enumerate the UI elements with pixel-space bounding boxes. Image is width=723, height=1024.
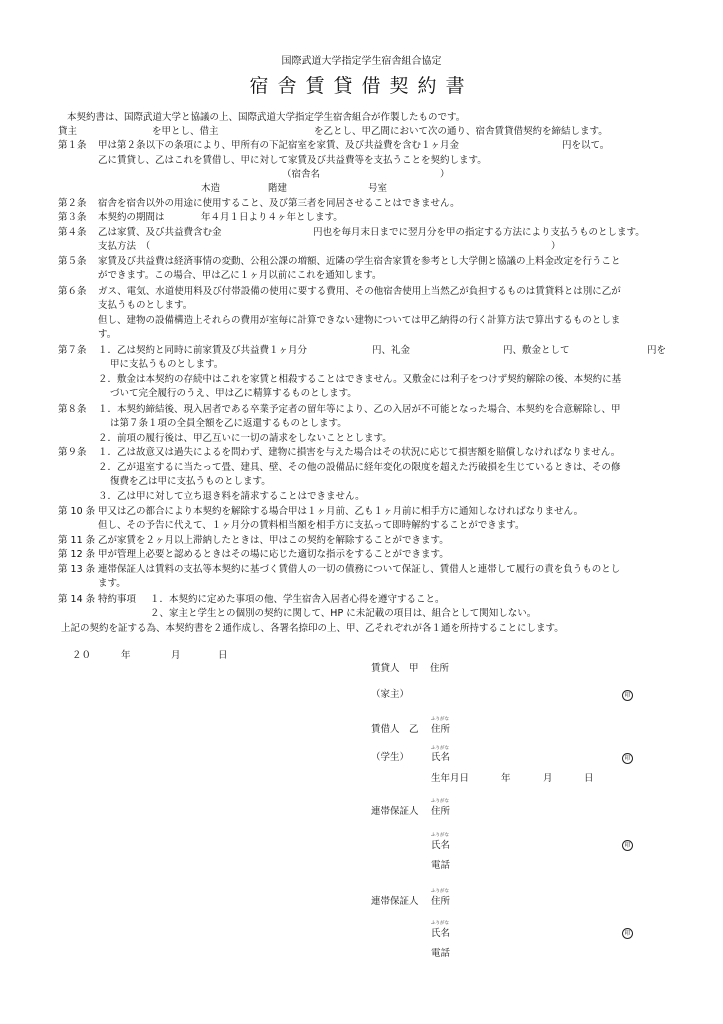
article-6-line3: 但し、建物の設備構造上それらの費用が室毎に計算できない建物については甲乙納得の行く計算方法で算出するものとしま xyxy=(98,315,621,326)
article-3-label: 第３条 xyxy=(58,212,87,223)
lessee-birth-month: 月 xyxy=(543,773,553,784)
date-month: 月 xyxy=(171,650,181,661)
article-9-item2-a: ２．乙が退室するに当たって畳、建具、壁、その他の設備品に経年変化の限度を超えた汚破損を生じているときは、その修 xyxy=(98,462,621,473)
payment-method-close: ） xyxy=(551,241,561,252)
article-6-line1: ガス、電気、水道使用料及び付帯設備の使用に要する費用、その他宿舎使用上当然乙が負担するものは賃貸料とは別に乙が xyxy=(98,286,621,297)
article-7-item2-a: ２．敷金は本契約の存続中はこれを家賃と相殺することはできません。又敷金には利子をつけず契約解除の後、本契約に基 xyxy=(98,374,622,385)
guarantor2-address-furigana: ふりがな xyxy=(431,889,449,894)
article-4-text-1: 乙は家賃、及び共益費含む金 xyxy=(98,227,222,238)
room-label: 号室 xyxy=(368,183,388,194)
guarantor1-seal-icon: 印 xyxy=(622,840,633,851)
article-2-text: 宿舎を宿舎以外の用途に使用すること、及び第三者を同居させることはできません。 xyxy=(98,198,460,209)
article-11-label: 第 11 条 xyxy=(58,535,96,546)
lessee-name: 氏名 xyxy=(431,752,451,763)
article-4-label: 第４条 xyxy=(58,227,87,238)
lessee-birthdate-label: 生年月日 xyxy=(431,773,470,784)
intro-text: 本契約書は、国際武道大学と協議の上、国際武道大学指定学生宿舎組合が作製したものです。 xyxy=(67,112,466,123)
guarantor1-name-furigana: ふりがな xyxy=(431,833,449,838)
lessor-role: （家主） xyxy=(371,689,410,700)
article-8-item1-b: は第７条１項の全員全額を乙に返還するものとします。 xyxy=(110,418,347,429)
dorm-name-label: （宿舎名 xyxy=(282,169,321,180)
guarantor2-seal-icon: 印 xyxy=(622,928,633,939)
party-a-text: を甲とし、借主 xyxy=(152,126,219,137)
special-terms-heading: 特約事項 xyxy=(98,594,137,605)
article-14-item1: １．本契約に定めた事項の他、学生宿舎入居者心得を遵守すること。 xyxy=(150,594,445,605)
article-10-line2: 但し、その予告に代えて、１ヶ月分の賃料相当額を相手方に支払って即時解約することができます。 xyxy=(98,520,525,531)
article-1-text: 甲は第２条以下の条項により、甲所有の下記宿室を家賃、及び共益費を含む１ヶ月金 xyxy=(98,140,460,151)
article-9-item1: １．乙は故意又は過失によるを問わず、建物に損害を与えた場合はその状況に応じて損害額を賠償しなければなりません。 xyxy=(98,447,621,458)
article-5-line1: 家賃及び共益費は経済事情の変動、公租公課の増額、近隣の学生宿舎家賃を参考とし大学側と協議の上料金改定を行うこと xyxy=(98,256,621,267)
guarantor2-name-furigana: ふりがな xyxy=(431,921,449,926)
article-14-label: 第 14 条 xyxy=(58,594,96,605)
article-8-item2: ２．前項の履行後は、甲乙互いに一切の請求をしないこととします。 xyxy=(98,433,392,444)
article-13-line2: ます。 xyxy=(98,578,126,589)
lessor-address: 住所 xyxy=(430,663,450,674)
article-12-label: 第 12 条 xyxy=(58,549,96,560)
party-b-text: を乙とし、甲乙間において次の通り、宿舎賃貸借契約を締結します。 xyxy=(314,126,608,137)
article-13-label: 第 13 条 xyxy=(58,564,96,575)
floors-label: 階建 xyxy=(268,183,288,194)
article-6-line4: す。 xyxy=(98,329,117,340)
article-9-item3: ３．乙は甲に対して立ち退き料を請求することはできません。 xyxy=(98,491,365,502)
article-7-item1-d: 円を xyxy=(647,345,667,356)
article-10-label: 第 10 条 xyxy=(58,506,96,517)
article-12-text: 甲が管理上必要と認めるときはその場に応じた適切な指示をすることができます。 xyxy=(98,549,449,560)
lessee-sign-label: 賃借人 乙 xyxy=(371,724,419,735)
payment-method-label: 支払方法 （ xyxy=(98,241,151,252)
guarantor2-address: 住所 xyxy=(431,896,451,907)
article-1-line2: 乙に賃貸し、乙はこれを賃借し、甲に対して家賃及び共益費等を支払うことを契約します。 xyxy=(98,155,487,166)
article-1-label: 第１条 xyxy=(58,140,87,151)
article-7-item2-b: づいて完全履行のうえ、甲は乙に精算するものとします。 xyxy=(110,388,357,399)
article-6-label: 第６条 xyxy=(58,286,87,297)
article-4-text-2: 円也を毎月末日までに翌月分を甲の指定する方法により支払うものとします。 xyxy=(313,227,645,238)
lessee-role: （学生） xyxy=(371,752,410,763)
document-title: 宿舎賃貸借契約書 xyxy=(249,75,474,97)
date-era: ２０ xyxy=(72,650,92,661)
article-9-item2-b: 復費を乙は甲に支払うものとします。 xyxy=(110,476,271,487)
article-7-item1-c: 円、敷金として xyxy=(503,345,570,356)
wood-structure: 木造 xyxy=(201,183,221,194)
article-6-line2: 支払うものとします。 xyxy=(98,300,193,311)
article-13-line1: 連帯保証人は賃料の支払等本契約に基づく賃借人の一切の債務について保証し、賃借人と連帯して履行の責を負うものとし xyxy=(98,564,621,575)
lessee-birth-day: 日 xyxy=(584,773,594,784)
article-14-item2: ２、家主と学生との個別の契約に関して、HP に未記載の項目は、組合として関知しない。 xyxy=(150,608,537,619)
lessor-label: 貸主 xyxy=(58,126,78,137)
article-7-item1-e: 甲に支払うものとします。 xyxy=(110,359,224,370)
guarantor1-phone: 電話 xyxy=(431,860,451,871)
lessee-birth-year: 年 xyxy=(501,773,511,784)
article-5-label: 第５条 xyxy=(58,256,87,267)
guarantor1-label: 連帯保証人 xyxy=(371,806,419,817)
article-2-label: 第２条 xyxy=(58,198,87,209)
lessor-seal-icon: 印 xyxy=(622,690,633,701)
article-7-item1-a: １．乙は契約と同時に前家賃及び共益費１ヶ月分 xyxy=(98,345,308,356)
closing-statement: 上記の契約を証する為、本契約書を２通作成し、各署名捺印の上、甲、乙それぞれが各１通を所持することにします。 xyxy=(61,623,564,634)
article-9-label: 第９条 xyxy=(58,447,87,458)
guarantor1-address-furigana: ふりがな xyxy=(431,799,449,804)
article-7-label: 第７条 xyxy=(58,345,87,356)
date-day: 日 xyxy=(218,650,228,661)
article-1-yen: 円を以て。 xyxy=(562,140,610,151)
article-3-text-2: 年４月１日より４ヶ年とします。 xyxy=(201,212,343,223)
dorm-name-close: ） xyxy=(440,169,450,180)
guarantor2-label: 連帯保証人 xyxy=(371,896,419,907)
date-year: 年 xyxy=(121,650,131,661)
article-8-label: 第８条 xyxy=(58,404,87,415)
article-10-line1: 甲又は乙の都合により本契約を解除する場合甲は１ヶ月前、乙も１ヶ月前に相手方に通知しなければなりません。 xyxy=(98,506,584,517)
agreement-subtitle: 国際武道大学指定学生宿舎組合協定 xyxy=(281,56,442,67)
article-7-item1-b: 円、礼金 xyxy=(372,345,411,356)
article-5-line2: ができます。この場合、甲は乙に１ヶ月以前にこれを通知します。 xyxy=(98,270,382,281)
lessee-address-furigana: ふりがな xyxy=(431,717,449,722)
lessee-seal-icon: 印 xyxy=(622,753,633,764)
lessee-address: 住所 xyxy=(431,724,451,735)
lessor-sign-label: 賃貸人 甲 xyxy=(371,663,419,674)
guarantor1-address: 住所 xyxy=(431,806,451,817)
guarantor1-name: 氏名 xyxy=(431,840,451,851)
guarantor2-phone: 電話 xyxy=(431,948,451,959)
article-11-text: 乙が家賃を２ヶ月以上滞納したときは、甲はこの契約を解除することができます。 xyxy=(98,535,449,546)
article-3-text-1: 本契約の期間は xyxy=(98,212,165,223)
guarantor2-name: 氏名 xyxy=(431,928,451,939)
lessee-name-furigana: ふりがな xyxy=(431,746,449,751)
article-8-item1-a: １．本契約締結後、現入居者である卒業予定者の留年等により、乙の入居が不可能となった場合、本契約を合意解除し、甲 xyxy=(98,404,621,415)
